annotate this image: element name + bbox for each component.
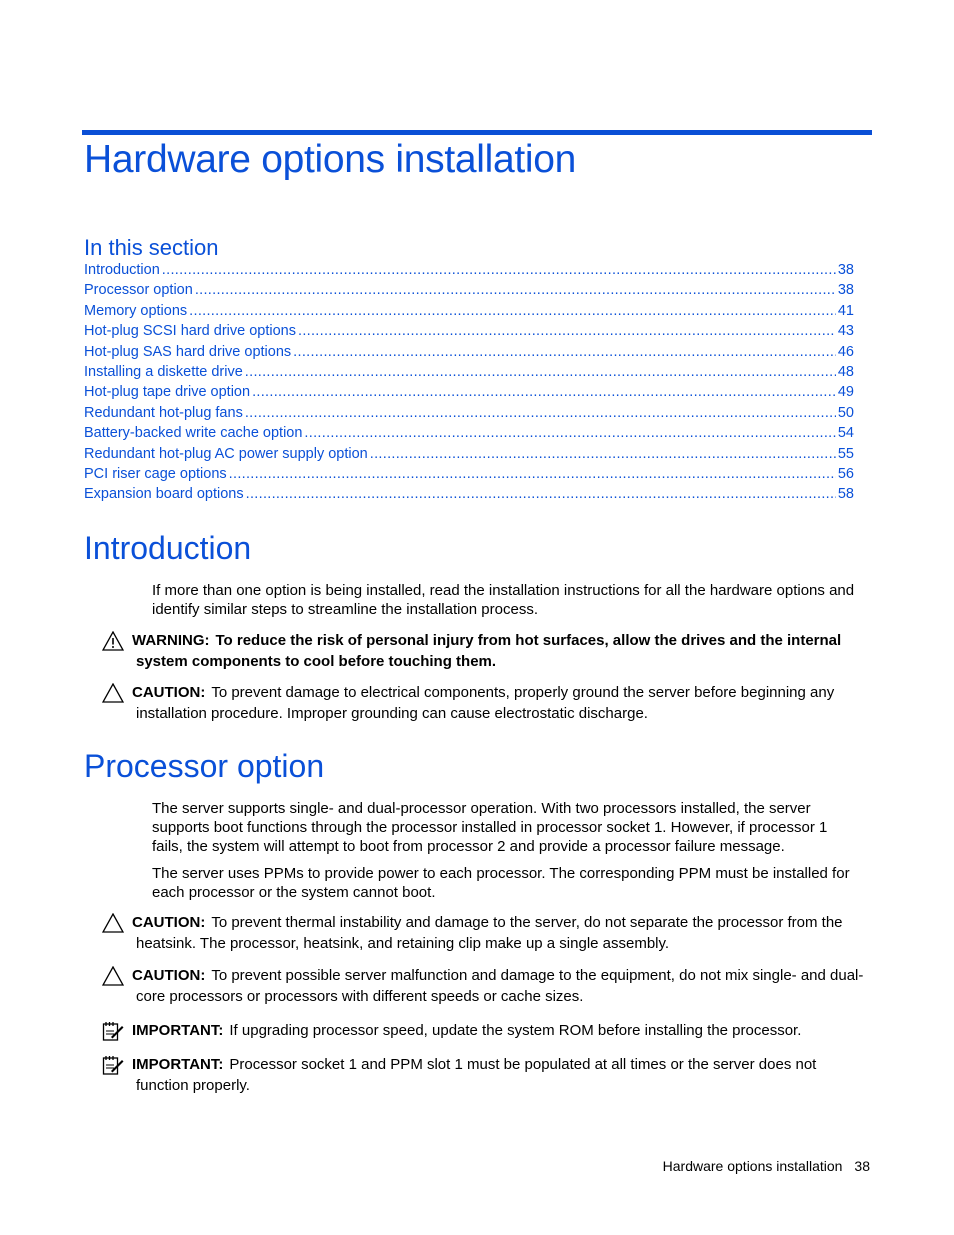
important-notepad-icon — [102, 1055, 124, 1075]
important-notice-rom — [102, 1021, 872, 1042]
toc-entry-label[interactable]: PCI riser cage options — [84, 465, 227, 482]
toc-leader-dots — [189, 303, 836, 319]
processor-paragraph-2: The server uses PPMs to provide power to each processor. The corresponding PPM must be installed for each processor or the system cannot boot. — [152, 865, 850, 901]
page-number: 38 — [854, 1158, 870, 1174]
toc-leader-dots — [195, 282, 836, 298]
important-tag: IMPORTANT: — [132, 1022, 224, 1039]
toc-entry[interactable] — [84, 262, 854, 282]
toc-entry-page[interactable]: 38 — [837, 282, 854, 299]
caution-triangle-icon — [102, 683, 124, 703]
toc-leader-dots — [162, 262, 836, 278]
toc-entry-page[interactable]: 43 — [837, 323, 854, 340]
toc-entry[interactable] — [84, 466, 854, 486]
toc-leader-dots — [304, 425, 835, 441]
processor-paragraph-1: The server supports single- and dual-processor operation. With two processors installed, the server supports boot functions through the processor installed in processor socket 1. However, if processor 1 fails, the system will attempt to boot from processor 2 and provide a processor failure message. — [152, 800, 828, 855]
toc-entry[interactable] — [84, 344, 854, 364]
important-tag: IMPORTANT: — [132, 1056, 224, 1073]
chapter-title: Hardware options installation — [84, 138, 577, 181]
toc-entry[interactable] — [84, 446, 854, 466]
toc-entry-label[interactable]: Redundant hot-plug AC power supply option — [84, 445, 368, 462]
toc-entry[interactable] — [84, 323, 854, 343]
toc-entry[interactable] — [84, 364, 854, 384]
caution-tag: CAUTION: — [132, 684, 206, 701]
introduction-title: Introduction — [84, 530, 252, 566]
toc-entry-label[interactable]: Processor option — [84, 282, 193, 299]
toc-entry-label[interactable]: Battery-backed write cache option — [84, 425, 303, 442]
top-rule — [82, 130, 872, 135]
toc-entry-label[interactable]: Hot-plug SAS hard drive options — [84, 343, 292, 360]
toc-entry[interactable] — [84, 425, 854, 445]
toc-leader-dots — [298, 323, 836, 339]
toc-entry-page[interactable]: 54 — [837, 425, 854, 442]
toc-entry[interactable] — [84, 303, 854, 323]
toc-entry-label[interactable]: Memory options — [84, 302, 188, 319]
toc-leader-dots — [370, 446, 836, 462]
caution-tag: CAUTION: — [132, 967, 206, 984]
toc-entry-label[interactable]: Expansion board options — [84, 486, 244, 503]
caution-notice-thermal — [102, 913, 872, 954]
important-notice-socket — [102, 1055, 872, 1096]
toc-leader-dots — [245, 405, 836, 421]
processor-title: Processor option — [84, 748, 325, 784]
toc-entry[interactable] — [84, 405, 854, 425]
caution-tag: CAUTION: — [132, 914, 206, 931]
page-footer — [0, 1158, 870, 1174]
toc-entry-page[interactable]: 41 — [837, 302, 854, 319]
toc-entry-page[interactable]: 56 — [837, 465, 854, 482]
caution-text: To prevent possible server malfunction and damage to the equipment, do not mix single- and dual-core processors or processors with different speeds or cache sizes. — [136, 967, 864, 1005]
footer-label: Hardware options installation — [662, 1158, 843, 1174]
toc-entry-label[interactable]: Hot-plug tape drive option — [84, 384, 251, 401]
warning-notice — [102, 631, 872, 672]
caution-notice-mixing — [102, 966, 872, 1007]
toc-entry-label[interactable]: Redundant hot-plug fans — [84, 404, 243, 421]
toc-leader-dots — [245, 364, 836, 380]
caution-notice — [102, 683, 872, 724]
toc-entry-label[interactable]: Hot-plug SCSI hard drive options — [84, 323, 296, 340]
caution-text: To prevent damage to electrical components, properly ground the server before beginning any installation procedure. Improper grounding can cause electrostatic discharge. — [136, 684, 835, 722]
toc-entry-page[interactable]: 49 — [837, 384, 854, 401]
toc-entry-page[interactable]: 55 — [837, 445, 854, 462]
toc-entry-page[interactable]: 58 — [837, 486, 854, 503]
toc-entry-page[interactable]: 48 — [837, 363, 854, 380]
introduction-paragraph: If more than one option is being installed, read the installation instructions for all the hardware options and identify similar steps to streamline the installation process. — [152, 582, 855, 618]
caution-triangle-icon — [102, 913, 124, 933]
toc-entry-label[interactable]: Installing a diskette drive — [84, 363, 243, 380]
caution-triangle-icon — [102, 966, 124, 986]
important-text: Processor socket 1 and PPM slot 1 must be populated at all times or the server does not function properly. — [136, 1056, 817, 1094]
important-text: If upgrading processor speed, update the system ROM before installing the processor. — [229, 1022, 802, 1039]
table-of-contents — [84, 262, 854, 507]
toc-leader-dots — [246, 486, 836, 502]
warning-text: To reduce the risk of personal injury from hot surfaces, allow the drives and the internal system components to cool before touching them. — [136, 632, 842, 670]
toc-leader-dots — [293, 344, 836, 360]
toc-entry-label[interactable]: Introduction — [84, 262, 160, 278]
toc-entry[interactable] — [84, 282, 854, 302]
toc-leader-dots — [252, 384, 836, 400]
toc-entry[interactable] — [84, 384, 854, 404]
toc-entry-page[interactable]: 38 — [837, 262, 854, 278]
toc-leader-dots — [229, 466, 836, 482]
caution-text: To prevent thermal instability and damage to the server, do not separate the processor from the heatsink. The processor, heatsink, and retaining clip make up a single assembly. — [136, 914, 843, 952]
toc-entry-page[interactable]: 50 — [837, 404, 854, 421]
important-notepad-icon — [102, 1021, 124, 1041]
toc-heading: In this section — [84, 235, 219, 260]
toc-entry[interactable] — [84, 486, 854, 506]
warning-tag: WARNING: — [132, 632, 210, 649]
warning-triangle-icon — [102, 631, 124, 651]
toc-entry-page[interactable]: 46 — [837, 343, 854, 360]
